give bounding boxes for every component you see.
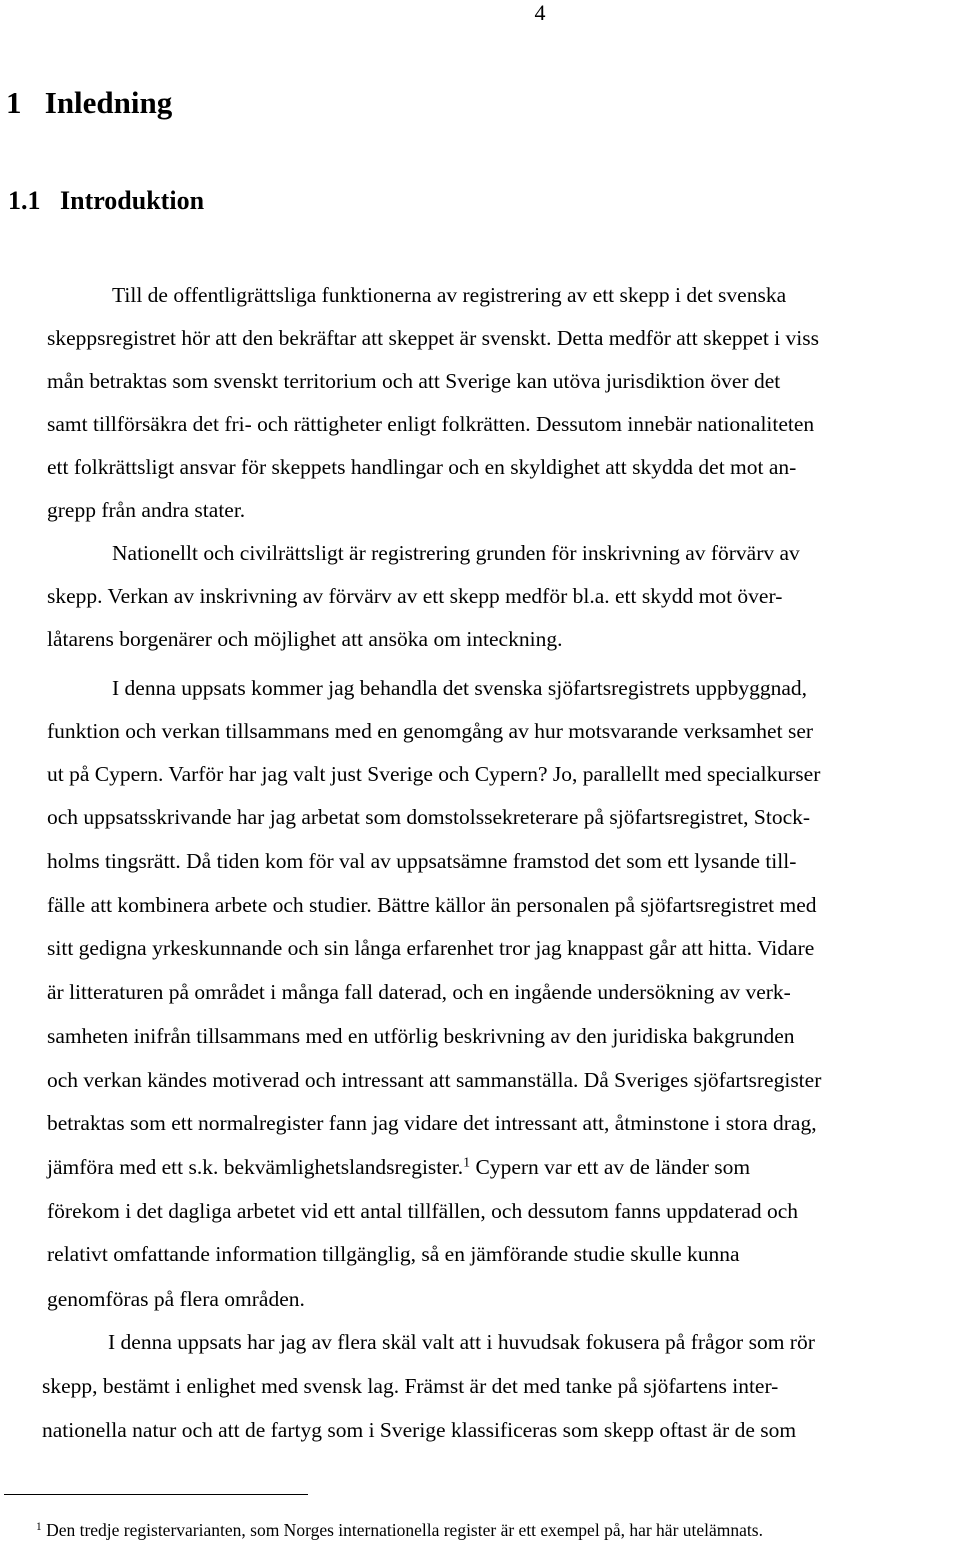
text-line: relativt omfattande information tillgänglig, så en jämförande studie skulle kunna	[47, 1242, 740, 1266]
text-line: grepp från andra stater.	[47, 498, 246, 522]
text-line-part: Cypern var ett av de länder som	[470, 1155, 751, 1179]
page-number: 4	[534, 0, 546, 25]
footnote-divider	[4, 1494, 308, 1495]
text-line: skeppsregistret hör att den bekräftar att skeppet är svenskt. Detta medför att skeppet i viss	[47, 326, 819, 350]
text-line: är litteraturen på området i många fall daterad, och en ingående undersökning av verk-	[47, 980, 791, 1004]
text-line: nationella natur och att de fartyg som i Sverige klassificeras som skepp oftast är de som	[42, 1418, 797, 1442]
text-line: ut på Cypern. Varför har jag valt just Sverige och Cypern? Jo, parallellt med specialkurser	[47, 762, 821, 786]
text-line: genomföras på flera områden.	[47, 1287, 305, 1311]
text-line: fälle att kombinera arbete och studier. Bättre källor än personalen på sjöfartsregistret med	[47, 893, 817, 917]
text-line: skepp, bestämt i enlighet med svensk lag. Främst är det med tanke på sjöfartens inter-	[42, 1374, 779, 1398]
text-line: och verkan kändes motiverad och intressant att sammanställa. Då Sveriges sjöfartsregister	[47, 1068, 822, 1092]
text-line: mån betraktas som svenskt territorium och att Sverige kan utöva jurisdiktion över det	[47, 369, 781, 393]
text-line: I denna uppsats har jag av flera skäl valt att i huvudsak fokusera på frågor som rör	[108, 1330, 815, 1354]
text-line: ett folkrättsligt ansvar för skeppets handlingar och en skyldighet att skydda det mot an-	[47, 455, 797, 479]
text-line-part: jämföra med ett s.k. bekvämlighetslandsregister.	[47, 1155, 464, 1179]
text-line: förekom i det dagliga arbetet vid ett antal tillfällen, och dessutom fanns uppdaterad och	[47, 1199, 799, 1223]
footnote-number: 1	[36, 1520, 42, 1533]
text-line: holms tingsrätt. Då tiden kom för val av uppsatsämne framstod det som ett lysande till-	[47, 849, 797, 873]
text-line: skepp. Verkan av inskrivning av förvärv av ett skepp medför bl.a. ett skydd mot över-	[47, 584, 783, 608]
text-line: Nationellt och civilrättsligt är registrering grunden för inskrivning av förvärv av	[112, 541, 800, 565]
text-line: betraktas som ett normalregister fann jag vidare det intressant att, åtminstone i stora drag,	[47, 1111, 817, 1135]
footnote-reference: 1	[463, 1155, 471, 1171]
footnote-text: Den tredje registervarianten, som Norges internationella register är ett exempel på, har här utelämnats.	[41, 1520, 763, 1540]
text-line: samt tillförsäkra det fri- och rättigheter enligt folkrätten. Dessutom innebär nationaliteten	[47, 412, 815, 436]
footnote	[36, 1518, 763, 1542]
text-line	[47, 1153, 750, 1181]
text-line: I denna uppsats kommer jag behandla det svenska sjöfartsregistrets uppbyggnad,	[112, 676, 807, 700]
text-line: funktion och verkan tillsammans med en genomgång av hur motsvarande verksamhet ser	[47, 719, 814, 743]
text-line: och uppsatsskrivande har jag arbetat som domstolssekreterare på sjöfartsregistret, Stock-	[47, 805, 811, 829]
text-line: låtarens borgenärer och möjlighet att ansöka om inteckning.	[47, 627, 563, 651]
section-heading: 1.1 Introduktion	[8, 186, 205, 215]
chapter-heading: 1 Inledning	[6, 85, 173, 120]
text-line: Till de offentligrättsliga funktionerna av registrering av ett skepp i det svenska	[112, 283, 787, 307]
text-line: samheten inifrån tillsammans med en utförlig beskrivning av den juridiska bakgrunden	[47, 1024, 795, 1048]
text-line: sitt gedigna yrkeskunnande och sin långa erfarenhet tror jag knappast går att hitta. Vidare	[47, 936, 815, 960]
